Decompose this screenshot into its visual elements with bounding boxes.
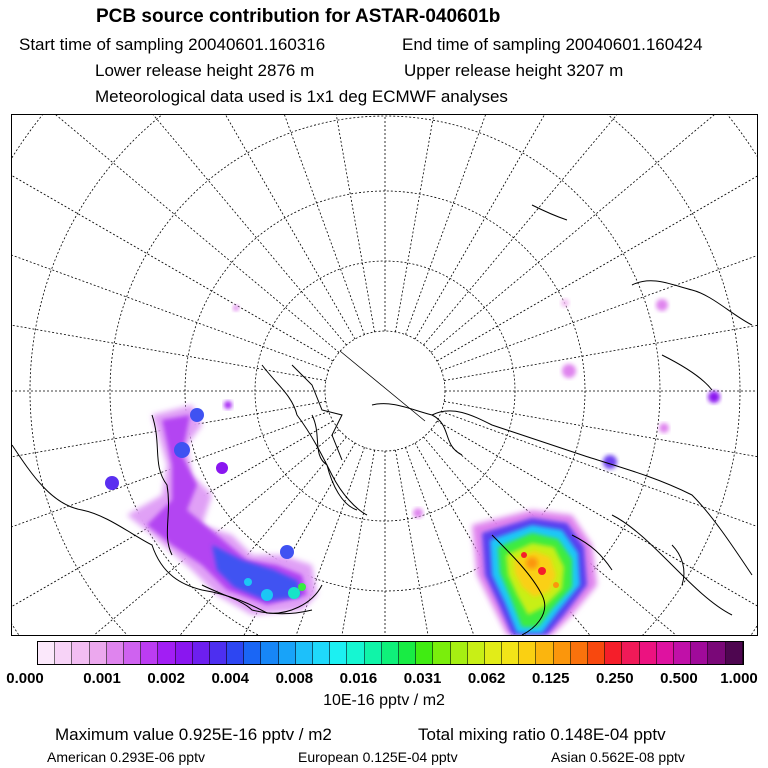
colorbar-swatch xyxy=(399,642,416,664)
plume-asia xyxy=(224,299,720,518)
colorbar-swatch xyxy=(296,642,313,664)
colorbar-tick-label: 0.008 xyxy=(275,670,314,687)
american-contribution: American 0.293E-06 pptv xyxy=(47,749,205,765)
polar-map-canvas xyxy=(12,115,757,635)
page-title: PCB source contribution for ASTAR-040601b xyxy=(96,6,501,27)
colorbar-swatch xyxy=(38,642,55,664)
colorbar-swatch xyxy=(468,642,485,664)
colorbar-tick-label: 0.031 xyxy=(403,670,442,687)
pole-line xyxy=(340,351,425,421)
total-mixing-label: Total mixing ratio 0.148E-04 pptv xyxy=(418,725,666,744)
lat-lon-grid xyxy=(12,115,757,635)
meridian-line xyxy=(229,115,375,332)
meridian-line xyxy=(12,115,355,339)
colorbar xyxy=(37,641,744,665)
colorbar-swatch xyxy=(536,642,553,664)
meridian-line xyxy=(12,115,333,361)
plume-north-america xyxy=(105,405,317,615)
colorbar-tick-label: 0.001 xyxy=(83,670,121,687)
colorbar-swatch xyxy=(416,642,433,664)
colorbar-swatch xyxy=(279,642,296,664)
upper-height-label: Upper release height 3207 m xyxy=(404,61,624,80)
colorbar-swatch xyxy=(382,642,399,664)
colorbar-tick-label: 0.250 xyxy=(596,670,634,687)
colorbar-swatch xyxy=(158,642,175,664)
meridian-line xyxy=(12,235,326,381)
meridian-line xyxy=(431,115,757,352)
colorbar-swatch xyxy=(674,642,691,664)
colorbar-swatch xyxy=(210,642,227,664)
start-time-label: Start time of sampling 20040601.160316 xyxy=(19,35,326,54)
latitude-circle xyxy=(325,331,445,451)
colorbar-swatch xyxy=(691,642,708,664)
colorbar-tick-label: 0.000 xyxy=(6,670,44,687)
end-time-label: End time of sampling 20040601.160424 xyxy=(402,35,703,54)
coastlines xyxy=(12,205,752,635)
colorbar-swatch xyxy=(193,642,210,664)
european-contribution: European 0.125E-04 pptv xyxy=(298,749,458,765)
colorbar-swatch xyxy=(502,642,519,664)
plume-europe xyxy=(472,510,597,635)
meridian-line xyxy=(12,115,339,352)
meridian-line xyxy=(12,115,346,345)
meridian-line xyxy=(424,115,757,345)
colorbar-tick-label: 0.002 xyxy=(147,670,185,687)
latitude-circle xyxy=(12,115,757,635)
colorbar-swatch xyxy=(330,642,347,664)
colorbar-tick-label: 1.000 xyxy=(720,670,758,687)
colorbar-swatch xyxy=(347,642,364,664)
colorbar-swatch xyxy=(726,642,743,664)
colorbar-swatch xyxy=(433,642,450,664)
latitude-circle xyxy=(255,261,515,521)
meridian-line xyxy=(406,115,693,335)
colorbar-swatch xyxy=(55,642,72,664)
colorbar-swatch xyxy=(657,642,674,664)
colorbar-swatch xyxy=(365,642,382,664)
colorbar-swatch xyxy=(90,642,107,664)
colorbar-tick-label: 0.062 xyxy=(467,670,506,687)
meridian-line xyxy=(441,115,757,370)
colorbar-swatch xyxy=(519,642,536,664)
asian-contribution: Asian 0.562E-08 pptv xyxy=(551,749,685,765)
latitude-circle xyxy=(12,115,757,635)
colorbar-tick-label: 0.500 xyxy=(660,670,698,687)
colorbar-swatch xyxy=(554,642,571,664)
lower-height-label: Lower release height 2876 m xyxy=(95,61,315,80)
colorbar-swatch xyxy=(605,642,622,664)
colorbar-tick-label: 0.004 xyxy=(211,670,250,687)
max-value-label: Maximum value 0.925E-16 pptv / m2 xyxy=(55,725,332,744)
polar-map xyxy=(11,114,758,636)
colorbar-swatch xyxy=(451,642,468,664)
colorbar-swatch xyxy=(588,642,605,664)
meridian-line xyxy=(12,115,329,370)
meridian-line xyxy=(415,115,757,339)
colorbar-swatch xyxy=(640,642,657,664)
colorbar-swatch xyxy=(72,642,89,664)
colorbar-swatch xyxy=(261,642,278,664)
colorbar-tick-label: 0.016 xyxy=(339,670,378,687)
colorbar-swatch xyxy=(176,642,193,664)
colorbar-swatch xyxy=(107,642,124,664)
colorbar-swatch xyxy=(485,642,502,664)
colorbar-swatch xyxy=(313,642,330,664)
colorbar-unit: 10E-16 pptv / m2 xyxy=(323,692,445,709)
meridian-line xyxy=(437,115,757,361)
colorbar-tick-label: 0.125 xyxy=(531,670,570,687)
meridian-line xyxy=(77,115,364,335)
meridian-line xyxy=(395,115,541,332)
latitude-circle xyxy=(12,115,757,635)
met-data-label: Meteorological data used is 1x1 deg ECMWF analyses xyxy=(95,87,508,106)
colorbar-swatch xyxy=(141,642,158,664)
colorbar-swatch xyxy=(227,642,244,664)
colorbar-swatch xyxy=(708,642,725,664)
colorbar-swatch xyxy=(622,642,639,664)
meridian-line xyxy=(444,235,757,381)
colorbar-swatch xyxy=(124,642,141,664)
colorbar-swatch xyxy=(244,642,261,664)
colorbar-swatch xyxy=(571,642,588,664)
